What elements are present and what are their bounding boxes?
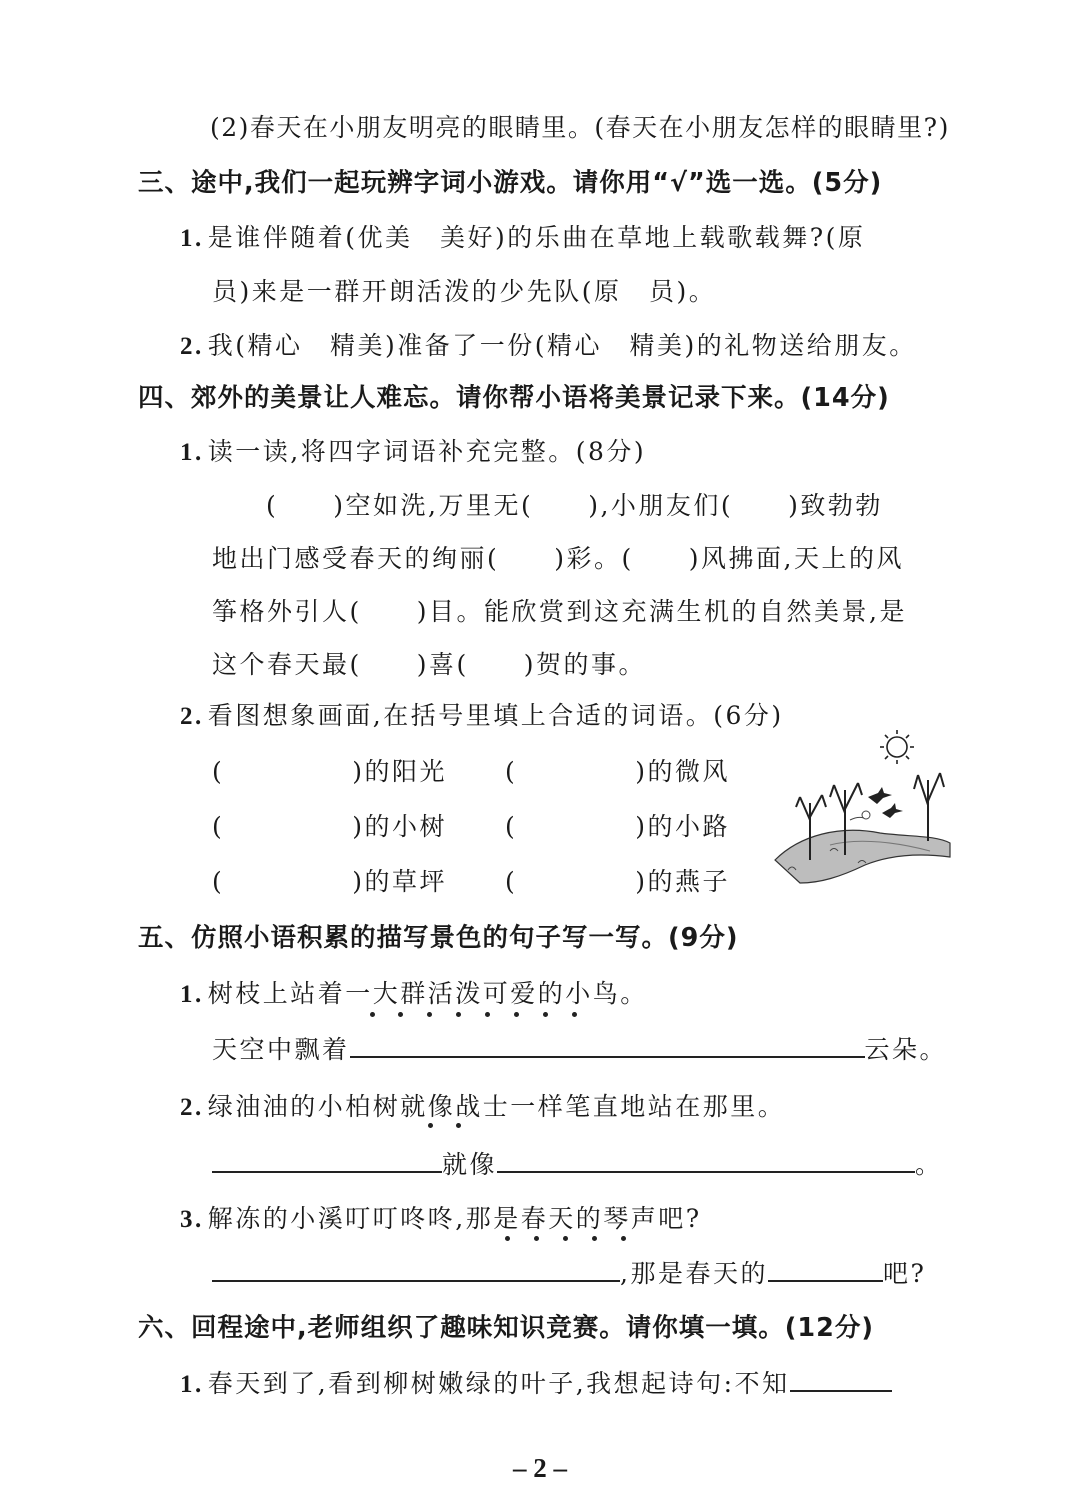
fill-item-path[interactable]: ( )的小路	[505, 812, 731, 841]
s4-passage-line-3[interactable]: 筝格外引人( )目。能欣赏到这充满生机的自然美景,是	[212, 597, 907, 626]
s5-q3-blank-1[interactable]	[212, 1279, 620, 1282]
s5-q1-fill-line: 天空中飘着 云朵。	[212, 1035, 948, 1064]
fill-item-swallow[interactable]: ( )的燕子	[505, 867, 731, 896]
s5-q2-example-line	[180, 1087, 785, 1123]
section-6-title: 六、回程途中,老师组织了趣味知识竞赛。请你填一填。(12分)	[138, 1313, 874, 1343]
s3-q2-line	[180, 326, 917, 362]
fill-item-breeze[interactable]: ( )的微风	[505, 757, 731, 786]
s5-q2-blank-2[interactable]	[497, 1170, 915, 1173]
section-3-title: 三、途中,我们一起玩辨字词小游戏。请你用“√”选一选。(5分)	[138, 168, 883, 198]
prev-answer-line: (2)春天在小朋友明亮的眼睛里。(春天在小朋友怎样的眼睛里?)	[210, 113, 950, 142]
s5-q3-fill-line: ,那是春天的 吧?	[212, 1254, 926, 1290]
sun-icon	[880, 730, 914, 764]
s4-q1-number: 1.	[180, 439, 204, 466]
s4-q2-title-line	[180, 696, 784, 732]
s4-q1-title: 读一读,将四字词语补充完整。(8分)	[207, 437, 647, 466]
s5-q1-blank[interactable]	[350, 1055, 865, 1058]
s5-q3-example: 解冻的小溪叮叮咚咚,那是春天的琴声吧?	[207, 1204, 702, 1233]
s6-q1-text: 春天到了,看到柳树嫩绿的叶子,我想起诗句:不知	[207, 1369, 790, 1398]
s4-passage-line-1[interactable]: ( )空如洗,万里无( ),小朋友们( )致勃勃	[266, 491, 883, 520]
s5-q2-example: 绿油油的小柏树就像战士一样笔直地站在那里。	[207, 1092, 786, 1121]
s5-q2-blank-1[interactable]	[212, 1170, 442, 1173]
s5-q3-number: 3.	[180, 1206, 204, 1233]
s6-q1-blank[interactable]	[790, 1389, 892, 1392]
s4-q1-title-line	[180, 432, 646, 468]
s5-q1-number: 1.	[180, 981, 204, 1008]
s5-q1-example: 树枝上站着一大群活泼可爱的小鸟。	[207, 979, 648, 1008]
s3-q2-text[interactable]: 我(精心 精美)准备了一份(精心 精美)的礼物送给朋友。	[207, 331, 917, 360]
s3-q2-number: 2.	[180, 333, 204, 360]
s4-q2-number: 2.	[180, 703, 204, 730]
s6-q1-number: 1.	[180, 1371, 204, 1398]
s3-q1-line2[interactable]: 员)来是一群开朗活泼的少先队(原 员)。	[212, 277, 717, 306]
s4-q2-title: 看图想象画面,在括号里填上合适的词语。(6分)	[207, 701, 784, 730]
swallow-icons	[868, 787, 903, 818]
fill-item-small-tree[interactable]: ( )的小树	[212, 812, 448, 841]
s5-q2-fill-line: 就像 。	[212, 1145, 943, 1181]
page-number: – 2 –	[513, 1453, 567, 1483]
s5-q1-example-line	[180, 974, 648, 1010]
spring-scene-illustration	[770, 725, 955, 885]
s5-q2-number: 2.	[180, 1094, 204, 1121]
s5-q3-example-line	[180, 1199, 702, 1235]
s3-q1-text-1[interactable]: 是谁伴随着(优美 美好)的乐曲在草地上载歌载舞?(原	[207, 223, 866, 252]
section-4-title: 四、郊外的美景让人难忘。请你帮小语将美景记录下来。(14分)	[138, 383, 890, 413]
s3-q1-line1	[180, 218, 865, 254]
s4-passage-line-2[interactable]: 地出门感受春天的绚丽( )彩。( )风拂面,天上的风	[212, 544, 904, 573]
fill-item-sunlight[interactable]: ( )的阳光	[212, 757, 448, 786]
section-5-title: 五、仿照小语积累的描写景色的句子写一写。(9分)	[138, 923, 739, 953]
s6-q1-line	[180, 1364, 892, 1400]
s3-q1-number: 1.	[180, 225, 204, 252]
fill-item-lawn[interactable]: ( )的草坪	[212, 867, 448, 896]
hill	[775, 830, 950, 883]
s4-passage-line-4[interactable]: 这个春天最( )喜( )贺的事。	[212, 650, 647, 679]
s5-q3-blank-2[interactable]	[768, 1279, 883, 1282]
